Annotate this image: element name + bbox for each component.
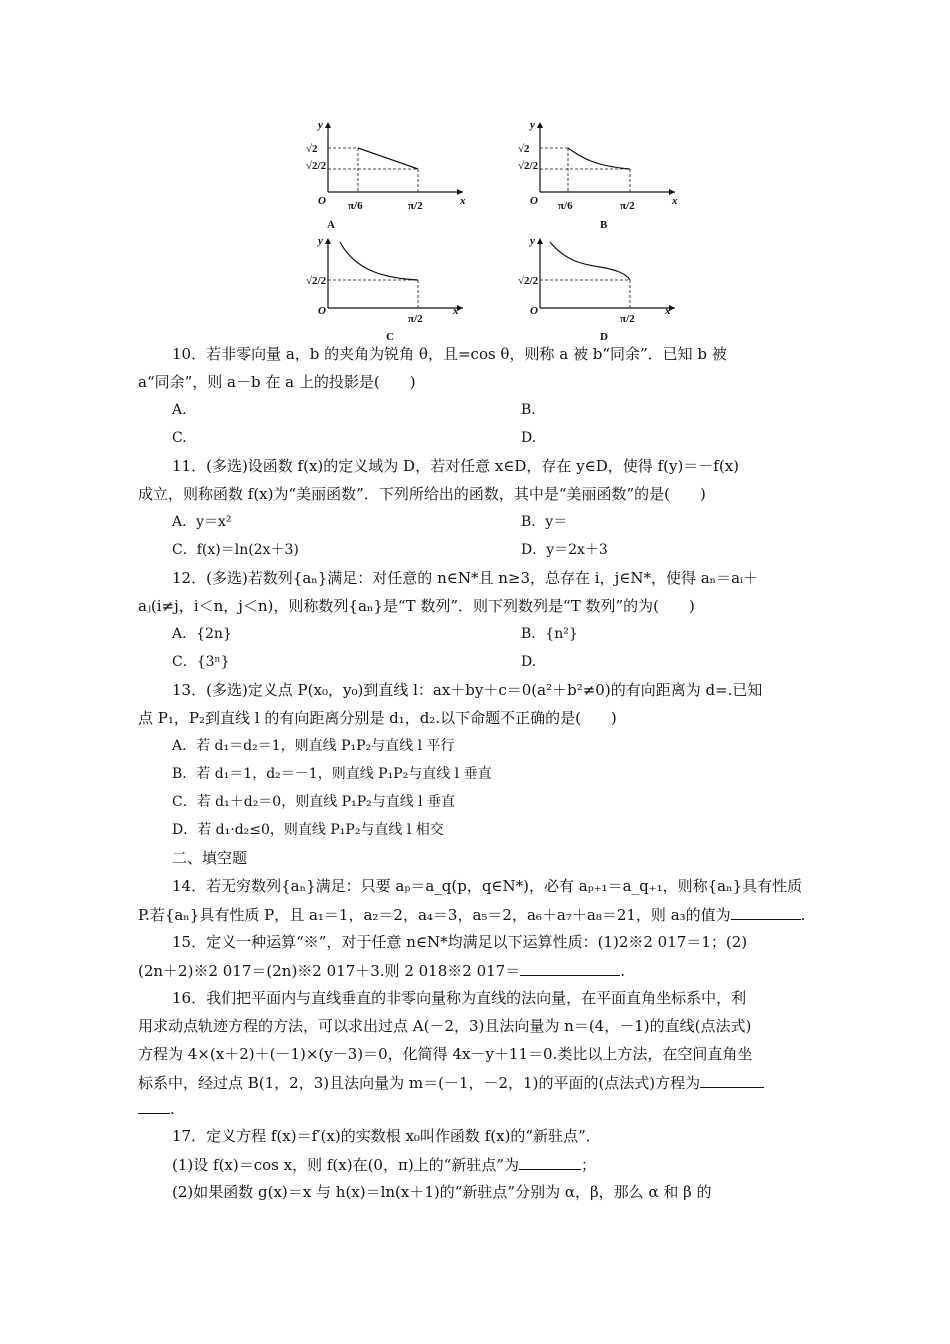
graph-b-curve [568,148,630,169]
q17-line-3: (2)如果函数 g(x)＝x 与 h(x)＝ln(x＋1)的“新驻点”分别为 α，β，那么 α 和 β 的 [172,1183,712,1201]
q13-option-b: B．若 d₁＝1，d₂＝－1，则直线 P₁P₂与直线 l 垂直 [172,766,492,782]
q15-line-2-text: (2n＋2)※2 017＝(2n)※2 017＋3.则 2 018※2 017＝ [138,962,521,980]
graph-b-ytick-2: √2/2 [518,160,539,172]
q10-option-b: B. [521,402,536,418]
graph-c-xtick-1: π/2 [408,313,423,325]
q14-line-2 [138,904,805,925]
q16-answer-blank-part2[interactable] [138,1098,170,1114]
q15-line-2 [138,960,625,981]
q17-semicolon: ； [581,1156,597,1174]
graph-b-xtick-1: π/6 [558,200,573,212]
q17-line-2 [172,1154,596,1175]
graph-a-xtick-2: π/2 [408,200,423,212]
q16-line-2: 用求动点轨迹方程的方法，可以求出过点 A(－2，3)且法向量为 n＝(4，－1)的直线(点法式) [138,1017,752,1035]
q17-line-1: 17．定义方程 f(x)＝f′(x)的实数根 x₀叫作函数 f(x)的“新驻点”． [172,1127,601,1145]
q16-line-1: 16．我们把平面内与直线垂直的非零向量称为直线的法向量，在平面直角坐标系中，利 [172,989,747,1007]
q15-period: . [620,962,625,980]
graph-b [510,118,710,231]
q16-line-5 [138,1098,175,1119]
q14-period: . [800,906,806,924]
q10-line-1: 10．若非零向量 a，b 的夹角为锐角 θ，且=cos θ，则称 a 被 b“同余”．已知 b 被 [172,345,727,363]
q17-line-2-text: (1)设 f(x)＝cos x，则 f(x)在(0，π)上的“新驻点”为 [172,1156,520,1174]
graph-d [510,234,710,343]
graph-a-y-label: y [318,119,323,131]
graph-a-ytick-2: √2/2 [306,160,327,172]
graph-d-x-label: x [665,305,671,317]
q10-option-a: A. [172,402,187,418]
q16-period: . [170,1100,175,1118]
graph-a-ytick-1: √2 [306,143,318,155]
q14-answer-blank[interactable] [731,904,801,920]
graph-a-curve [358,148,418,169]
q14-line-1: 14．若无穷数列{aₙ}满足：只要 aₚ＝a_q(p，q∈N*)，必有 aₚ₊₁＝a_q₊₁，则称{aₙ}具有性质 [172,877,803,895]
q11-option-a: A．y＝x² [172,514,232,530]
q15-line-1: 15．定义一种运算“※”，对于任意 n∈N*均满足以下运算性质：(1)2※2 017＝1；(2) [172,933,748,951]
q16-line-4 [138,1072,764,1093]
graph-c-ytick-1: √2/2 [306,275,327,287]
graph-a-origin: O [318,195,326,207]
q12-option-d: D. [521,654,537,670]
q11-line-1: 11．(多选)设函数 f(x)的定义域为 D，若对任意 x∈D，存在 y∈D，使得 f(y)＝－f(x) [172,457,740,475]
q13-option-c: C．若 d₁＋d₂＝0，则直线 P₁P₂与直线 l 垂直 [172,794,456,810]
graph-a-xtick-1: π/6 [348,200,363,212]
q10-option-d: D. [521,430,537,446]
graph-d-y-label: y [530,235,535,247]
graph-d-curve [550,242,630,280]
q12-option-c: C．{3ⁿ} [172,654,230,670]
q16-line-3: 方程为 4×(x＋2)＋(－1)×(y－3)＝0，化简得 4x－y＋11＝0.类比以上方法，在空间直角坐 [138,1045,753,1063]
q12-option-b: B．{n²} [521,626,578,642]
graph-b-origin: O [530,195,538,207]
q11-line-2: 成立，则称函数 f(x)为“美丽函数”．下列所给出的函数，其中是“美丽函数”的是( ) [138,485,706,503]
q13-line-2: 点 P₁，P₂到直线 l 的有向距离分别是 d₁，d₂.以下命题不正确的是( ) [138,709,617,727]
q10-option-c: C. [172,430,187,446]
graph-c-x-label: x [453,305,459,317]
graph-b-label: B [600,219,608,231]
q13-line-1: 13．(多选)定义点 P(x₀，y₀)到直线 l：ax＋by＋c＝0(a²＋b²≠0)的有向距离为 d=.已知 [172,681,763,699]
graph-d-label: D [600,331,608,343]
q13-option-d: D．若 d₁·d₂≤0，则直线 P₁P₂与直线 l 相交 [172,822,444,838]
graph-d-xtick-1: π/2 [620,313,635,325]
q12-line-1: 12．(多选)若数列{aₙ}满足：对任意的 n∈N*且 n≥3，总存在 i，j∈N*，使得 aₙ＝aᵢ＋ [172,569,759,587]
graph-c [298,234,498,343]
q12-option-a: A．{2n} [172,626,232,642]
graph-a-label: A [327,219,335,231]
graph-c-curve [340,242,418,280]
q16-answer-blank-part1[interactable] [700,1072,764,1088]
graph-c-y-label: y [318,235,323,247]
q11-option-d: D．y＝2x＋3 [521,542,608,558]
graph-b-xtick-2: π/2 [620,200,635,212]
q10-line-2: a“同余”，则 a－b 在 a 上的投影是( ) [138,373,416,391]
graph-b-x-label: x [672,195,678,207]
q12-line-2: aⱼ(i≠j，i＜n，j＜n)，则称数列{aₙ}是“T 数列”．则下列数列是“T 数列”的为( ) [138,597,695,615]
graph-c-label: C [386,331,394,343]
q17-answer-blank-1[interactable] [519,1154,581,1170]
section-heading-fill-in: 二、填空题 [172,849,248,867]
q16-line-4-text: 标系中，经过点 B(1，2，3)且法向量为 m＝(－1，－2，1)的平面的(点法式)方程为 [138,1074,701,1092]
q14-line-2-text: P.若{aₙ}具有性质 P，且 a₁＝1，a₂＝2，a₄＝3，a₅＝2，a₆＋a₇＋a₈＝21，则 a₃的值为 [138,906,731,924]
graph-c-origin: O [318,305,326,317]
graph-a-x-label: x [460,195,466,207]
graph-b-ytick-1: √2 [518,143,530,155]
q13-option-a: A．若 d₁＝d₂＝1，则直线 P₁P₂与直线 l 平行 [172,738,455,754]
graph-b-y-label: y [530,119,535,131]
graph-d-ytick-1: √2/2 [518,275,539,287]
q11-option-c: C．f(x)＝ln(2x＋3) [172,542,299,558]
graph-a [298,118,498,231]
q11-option-b: B．y＝ [521,514,568,530]
graph-d-origin: O [530,305,538,317]
q15-answer-blank[interactable] [520,960,620,976]
